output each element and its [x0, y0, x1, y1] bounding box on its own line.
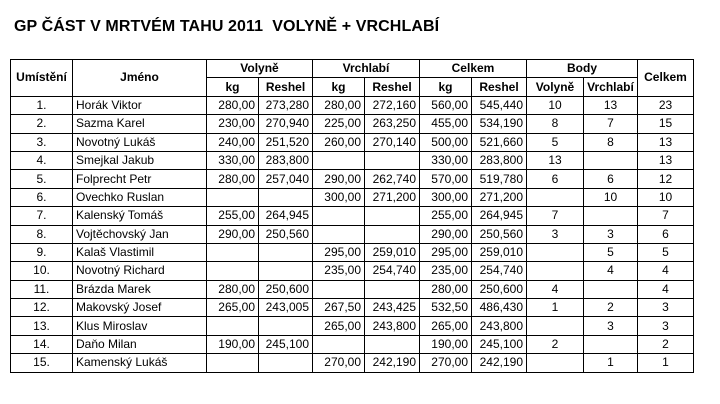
cell-rank: 8. — [11, 225, 73, 243]
cell-body-vrchlabi — [584, 280, 638, 298]
cell-name: Folprecht Petr — [73, 170, 207, 188]
cell-celkem-kg: 295,00 — [420, 243, 472, 261]
cell-volyne-kg: 290,00 — [207, 225, 259, 243]
cell-volyne-kg: 280,00 — [207, 280, 259, 298]
cell-body-celkem: 3 — [638, 299, 694, 317]
header-vrchlabi: Vrchlabí — [313, 60, 420, 78]
cell-volyne-kg — [207, 188, 259, 206]
cell-volyne-reshel — [259, 317, 313, 335]
cell-celkem-reshel: 250,600 — [472, 280, 527, 298]
cell-rank: 3. — [11, 133, 73, 151]
cell-volyne-kg: 280,00 — [207, 170, 259, 188]
cell-body-celkem: 3 — [638, 317, 694, 335]
cell-celkem-reshel: 486,430 — [472, 299, 527, 317]
cell-volyne-kg — [207, 317, 259, 335]
table-row — [11, 225, 694, 243]
cell-body-celkem: 4 — [638, 280, 694, 298]
header-name: Jméno — [73, 60, 207, 97]
cell-name: Makovský Josef — [73, 299, 207, 317]
header-body: Body — [527, 60, 638, 78]
cell-body-celkem: 2 — [638, 335, 694, 353]
cell-body-volyne — [527, 354, 584, 372]
cell-rank: 12. — [11, 299, 73, 317]
cell-body-volyne: 5 — [527, 133, 584, 151]
cell-volyne-kg: 330,00 — [207, 151, 259, 169]
cell-vrchlabi-kg: 295,00 — [313, 243, 365, 261]
cell-volyne-kg: 190,00 — [207, 335, 259, 353]
header-vrchlabi-reshel: Reshel — [365, 78, 420, 96]
cell-volyne-kg: 255,00 — [207, 207, 259, 225]
cell-name: Smejkal Jakub — [73, 151, 207, 169]
cell-vrchlabi-kg: 300,00 — [313, 188, 365, 206]
cell-name: Kalaš Vlastimil — [73, 243, 207, 261]
cell-body-volyne — [527, 262, 584, 280]
cell-celkem-kg: 560,00 — [420, 96, 472, 114]
cell-vrchlabi-kg — [313, 280, 365, 298]
cell-vrchlabi-kg: 280,00 — [313, 96, 365, 114]
cell-body-vrchlabi: 13 — [584, 96, 638, 114]
cell-celkem-kg: 455,00 — [420, 115, 472, 133]
cell-body-celkem: 4 — [638, 262, 694, 280]
cell-vrchlabi-kg: 235,00 — [313, 262, 365, 280]
cell-name: Vojtěchovský Jan — [73, 225, 207, 243]
cell-celkem-reshel: 242,190 — [472, 354, 527, 372]
table-row — [11, 243, 694, 261]
cell-body-vrchlabi — [584, 207, 638, 225]
cell-celkem-reshel: 519,780 — [472, 170, 527, 188]
results-table — [10, 59, 694, 373]
cell-vrchlabi-reshel — [365, 280, 420, 298]
cell-body-vrchlabi: 6 — [584, 170, 638, 188]
cell-volyne-reshel: 245,100 — [259, 335, 313, 353]
header-vrchlabi-kg: kg — [313, 78, 365, 96]
cell-volyne-reshel: 283,800 — [259, 151, 313, 169]
cell-vrchlabi-kg — [313, 335, 365, 353]
cell-body-celkem: 10 — [638, 188, 694, 206]
cell-name: Novotný Richard — [73, 262, 207, 280]
cell-volyne-reshel: 250,600 — [259, 280, 313, 298]
cell-body-volyne: 7 — [527, 207, 584, 225]
cell-rank: 9. — [11, 243, 73, 261]
cell-vrchlabi-kg: 270,00 — [313, 354, 365, 372]
cell-body-vrchlabi: 2 — [584, 299, 638, 317]
cell-rank: 6. — [11, 188, 73, 206]
cell-volyne-reshel — [259, 188, 313, 206]
cell-vrchlabi-kg — [313, 225, 365, 243]
cell-celkem-kg: 500,00 — [420, 133, 472, 151]
table-row — [11, 207, 694, 225]
cell-rank: 7. — [11, 207, 73, 225]
table-row — [11, 96, 694, 114]
cell-body-volyne — [527, 243, 584, 261]
cell-celkem-kg: 235,00 — [420, 262, 472, 280]
cell-body-vrchlabi: 10 — [584, 188, 638, 206]
cell-body-vrchlabi: 5 — [584, 243, 638, 261]
cell-volyne-reshel — [259, 243, 313, 261]
cell-body-volyne: 6 — [527, 170, 584, 188]
cell-vrchlabi-reshel: 243,800 — [365, 317, 420, 335]
cell-body-celkem: 5 — [638, 243, 694, 261]
cell-body-volyne: 3 — [527, 225, 584, 243]
cell-volyne-reshel: 257,040 — [259, 170, 313, 188]
cell-celkem-kg: 570,00 — [420, 170, 472, 188]
header-volyne-reshel: Reshel — [259, 78, 313, 96]
cell-volyne-reshel — [259, 354, 313, 372]
cell-body-celkem: 15 — [638, 115, 694, 133]
cell-vrchlabi-reshel: 272,160 — [365, 96, 420, 114]
cell-vrchlabi-reshel: 242,190 — [365, 354, 420, 372]
cell-volyne-reshel: 243,005 — [259, 299, 313, 317]
cell-body-volyne: 8 — [527, 115, 584, 133]
cell-volyne-reshel: 251,520 — [259, 133, 313, 151]
cell-name: Sazma Karel — [73, 115, 207, 133]
cell-rank: 2. — [11, 115, 73, 133]
cell-volyne-reshel: 250,560 — [259, 225, 313, 243]
cell-rank: 14. — [11, 335, 73, 353]
header-celkem-reshel: Reshel — [472, 78, 527, 96]
cell-body-volyne — [527, 188, 584, 206]
cell-body-vrchlabi: 3 — [584, 225, 638, 243]
cell-name: Novotný Lukáš — [73, 133, 207, 151]
cell-vrchlabi-kg — [313, 151, 365, 169]
cell-celkem-reshel: 545,440 — [472, 96, 527, 114]
header-row-1 — [11, 60, 694, 78]
cell-body-celkem: 23 — [638, 96, 694, 114]
cell-vrchlabi-reshel — [365, 225, 420, 243]
cell-name: Horák Viktor — [73, 96, 207, 114]
cell-celkem-kg: 265,00 — [420, 317, 472, 335]
cell-volyne-reshel: 273,280 — [259, 96, 313, 114]
cell-celkem-kg: 255,00 — [420, 207, 472, 225]
table-row — [11, 188, 694, 206]
cell-body-celkem: 6 — [638, 225, 694, 243]
header-body-celkem: Celkem — [638, 60, 694, 97]
cell-vrchlabi-reshel: 262,740 — [365, 170, 420, 188]
cell-body-vrchlabi: 7 — [584, 115, 638, 133]
cell-name: Brázda Marek — [73, 280, 207, 298]
cell-celkem-reshel: 259,010 — [472, 243, 527, 261]
cell-celkem-reshel: 283,800 — [472, 151, 527, 169]
cell-celkem-reshel: 534,190 — [472, 115, 527, 133]
table-row — [11, 299, 694, 317]
cell-celkem-reshel: 254,740 — [472, 262, 527, 280]
cell-vrchlabi-reshel: 254,740 — [365, 262, 420, 280]
table-row — [11, 317, 694, 335]
table-row — [11, 262, 694, 280]
cell-celkem-kg: 280,00 — [420, 280, 472, 298]
cell-body-volyne: 2 — [527, 335, 584, 353]
cell-celkem-kg: 532,50 — [420, 299, 472, 317]
cell-volyne-reshel: 270,940 — [259, 115, 313, 133]
cell-body-vrchlabi: 3 — [584, 317, 638, 335]
table-row — [11, 151, 694, 169]
cell-vrchlabi-reshel — [365, 151, 420, 169]
cell-volyne-kg: 265,00 — [207, 299, 259, 317]
table-row — [11, 133, 694, 151]
cell-body-vrchlabi — [584, 335, 638, 353]
cell-body-volyne — [527, 317, 584, 335]
cell-body-celkem: 7 — [638, 207, 694, 225]
table-row — [11, 280, 694, 298]
cell-volyne-kg — [207, 354, 259, 372]
cell-body-volyne: 13 — [527, 151, 584, 169]
cell-celkem-kg: 300,00 — [420, 188, 472, 206]
cell-body-volyne: 4 — [527, 280, 584, 298]
header-volyne: Volyně — [207, 60, 313, 78]
cell-volyne-kg — [207, 262, 259, 280]
cell-name: Klus Miroslav — [73, 317, 207, 335]
cell-volyne-kg: 280,00 — [207, 96, 259, 114]
cell-vrchlabi-kg: 290,00 — [313, 170, 365, 188]
cell-celkem-reshel: 264,945 — [472, 207, 527, 225]
cell-rank: 4. — [11, 151, 73, 169]
cell-vrchlabi-reshel — [365, 335, 420, 353]
cell-vrchlabi-reshel — [365, 207, 420, 225]
cell-vrchlabi-kg: 267,50 — [313, 299, 365, 317]
cell-celkem-reshel: 245,100 — [472, 335, 527, 353]
cell-rank: 11. — [11, 280, 73, 298]
cell-body-celkem: 1 — [638, 354, 694, 372]
cell-celkem-reshel: 521,660 — [472, 133, 527, 151]
cell-rank: 13. — [11, 317, 73, 335]
cell-celkem-reshel: 243,800 — [472, 317, 527, 335]
cell-body-volyne: 10 — [527, 96, 584, 114]
cell-body-celkem: 13 — [638, 151, 694, 169]
cell-vrchlabi-reshel: 259,010 — [365, 243, 420, 261]
cell-name: Kamenský Lukáš — [73, 354, 207, 372]
cell-body-vrchlabi: 4 — [584, 262, 638, 280]
cell-name: Daňo Milan — [73, 335, 207, 353]
cell-rank: 15. — [11, 354, 73, 372]
cell-celkem-reshel: 250,560 — [472, 225, 527, 243]
cell-rank: 10. — [11, 262, 73, 280]
table-row — [11, 115, 694, 133]
cell-vrchlabi-kg: 225,00 — [313, 115, 365, 133]
cell-volyne-kg — [207, 243, 259, 261]
header-body-vrchlabi: Vrchlabí — [584, 78, 638, 96]
cell-body-celkem: 13 — [638, 133, 694, 151]
cell-vrchlabi-kg: 260,00 — [313, 133, 365, 151]
cell-body-vrchlabi: 1 — [584, 354, 638, 372]
cell-vrchlabi-reshel: 243,425 — [365, 299, 420, 317]
cell-name: Kalenský Tomáš — [73, 207, 207, 225]
cell-volyne-kg: 240,00 — [207, 133, 259, 151]
header-volyne-kg: kg — [207, 78, 259, 96]
cell-vrchlabi-kg — [313, 207, 365, 225]
cell-volyne-kg: 230,00 — [207, 115, 259, 133]
cell-name: Ovechko Ruslan — [73, 188, 207, 206]
cell-celkem-kg: 330,00 — [420, 151, 472, 169]
cell-vrchlabi-reshel: 270,140 — [365, 133, 420, 151]
table-row — [11, 335, 694, 353]
cell-body-volyne: 1 — [527, 299, 584, 317]
cell-body-vrchlabi — [584, 151, 638, 169]
cell-celkem-kg: 190,00 — [420, 335, 472, 353]
cell-body-celkem: 12 — [638, 170, 694, 188]
cell-vrchlabi-reshel: 271,200 — [365, 188, 420, 206]
table-row — [11, 354, 694, 372]
cell-celkem-reshel: 271,200 — [472, 188, 527, 206]
header-rank: Umístění — [11, 60, 73, 97]
cell-celkem-kg: 290,00 — [420, 225, 472, 243]
header-celkem-kg: kg — [420, 78, 472, 96]
results-body — [11, 96, 694, 372]
cell-vrchlabi-reshel: 263,250 — [365, 115, 420, 133]
header-celkem: Celkem — [420, 60, 527, 78]
cell-vrchlabi-kg: 265,00 — [313, 317, 365, 335]
cell-volyne-reshel: 264,945 — [259, 207, 313, 225]
cell-volyne-reshel — [259, 262, 313, 280]
cell-rank: 5. — [11, 170, 73, 188]
table-row — [11, 170, 694, 188]
header-body-volyne: Volyně — [527, 78, 584, 96]
cell-rank: 1. — [11, 96, 73, 114]
cell-celkem-kg: 270,00 — [420, 354, 472, 372]
cell-body-vrchlabi: 8 — [584, 133, 638, 151]
page-title: GP ČÁST V MRTVÉM TAHU 2011 VOLYNĚ + VRCHLABÍ — [14, 18, 440, 35]
